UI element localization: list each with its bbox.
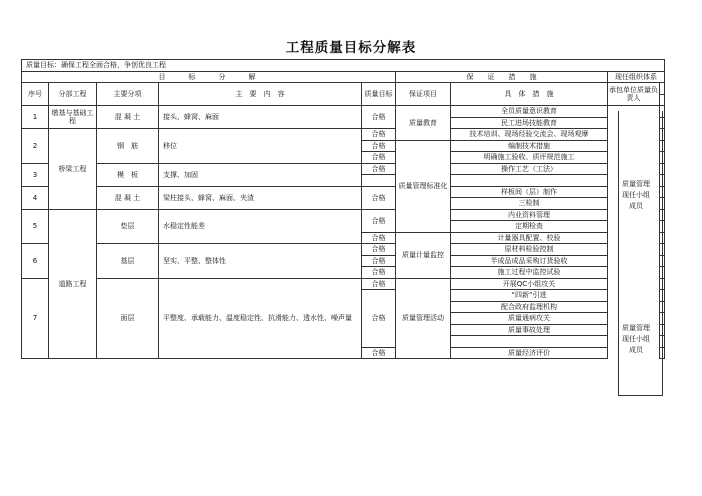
division-cell: 道路工程 <box>49 209 97 359</box>
measure-cell: 明确施工验收、质评规范施工 <box>451 152 608 164</box>
content-cell: 平整度、承载能力、温度稳定性、抗滑能力、透水性、噪声量 <box>159 278 362 359</box>
measure-cell: 技术培训、现场经验交流会、现场观摩 <box>451 129 608 141</box>
seq-cell: 5 <box>22 209 49 244</box>
subdivision-cell: 混 凝 土 <box>97 106 159 129</box>
content-cell: 移位 <box>159 129 362 164</box>
target-cell: 合格 <box>362 209 396 232</box>
target-cell: 合格 <box>362 278 396 290</box>
subdivision-cell: 钢 筋 <box>97 129 159 164</box>
seq-cell: 7 <box>22 278 49 359</box>
seq-cell: 6 <box>22 244 49 279</box>
page-title: 工程质量目标分解表 <box>285 40 417 56</box>
measure-cell: 编制技术措施 <box>451 140 608 152</box>
target-cell: 合格 <box>362 232 396 244</box>
measure-cell <box>451 175 608 187</box>
measure-cell: 半成品成品采购订货验收 <box>451 255 608 267</box>
content-cell: 梁柱接头、蜂窝、麻面、夹渣 <box>159 186 362 209</box>
target-cell: 合格 <box>362 152 396 164</box>
measure-cell: 施工过程中监控试验 <box>451 267 608 279</box>
target-cell: 合格 <box>362 255 396 267</box>
content-header: 主 要 内 容 <box>159 83 362 106</box>
target-cell: 合格 <box>362 106 396 129</box>
measure-cell: 操作工艺（工法） <box>451 163 608 175</box>
assurance-item-cell: 质量管理标准化 <box>396 140 451 232</box>
blank-cell <box>660 94 665 106</box>
division-cell: 墩基与基础工程 <box>49 106 97 129</box>
org-group-header: 现任组织体系 <box>608 71 665 83</box>
target-cell: 合格 <box>362 163 396 175</box>
seq-cell: 1 <box>22 106 49 129</box>
target-cell: 合格 <box>362 244 396 256</box>
measure-cell: 质量经济评价 <box>451 347 608 359</box>
target-cell <box>362 175 396 187</box>
seq-cell: 4 <box>22 186 49 209</box>
target-group-header: 目 标 分 解 <box>22 71 396 83</box>
measure-cell: 质量事故处理 <box>451 324 608 336</box>
measure-cell: 配合政府监理机构 <box>451 301 608 313</box>
target-cell: 合格 <box>362 347 396 359</box>
measure-cell: 质量通病攻关 <box>451 313 608 325</box>
assurance-item-cell: 质量管理活动 <box>396 278 451 359</box>
org-column-border <box>618 111 663 396</box>
division-cell: 桥梁工程 <box>49 129 97 210</box>
assurance-item-cell: 质量计量监控 <box>396 232 451 278</box>
content-cell: 坚实、平整、整体性 <box>159 244 362 279</box>
subdivision-cell: 面层 <box>97 278 159 359</box>
quality-goal-line: 质量目标：确保工程全面合格，争创优良工程 <box>22 60 665 72</box>
target-cell: 合格 <box>362 129 396 141</box>
target-cell: 合格 <box>362 140 396 152</box>
seq-header: 序号 <box>22 83 49 106</box>
measure-cell: “四新”引进 <box>451 290 608 302</box>
seq-cell: 2 <box>22 129 49 164</box>
assurance-item-header: 保证项目 <box>396 83 451 106</box>
measure-cell: 三检制 <box>451 198 608 210</box>
target-cell: 合格 <box>362 290 396 348</box>
measure-cell: 开展QC小组攻关 <box>451 278 608 290</box>
content-cell: 接头、蜂窝、麻面 <box>159 106 362 129</box>
measure-cell: 内业资料管理 <box>451 209 608 221</box>
seq-cell: 3 <box>22 163 49 186</box>
responsible-header: 承包单位质量负责人 <box>608 83 660 106</box>
content-cell: 水稳定性能差 <box>159 209 362 244</box>
measure-cell: 样板间（层）制作 <box>451 186 608 198</box>
measures-header: 具 体 措 施 <box>451 83 608 106</box>
measure-cell: 原材料检验控制 <box>451 244 608 256</box>
target-cell: 合格 <box>362 186 396 209</box>
measure-cell: 计量器具配置、校验 <box>451 232 608 244</box>
target-cell: 合格 <box>362 267 396 279</box>
quality-target-header: 质量目标 <box>362 83 396 106</box>
quality-target-table <box>21 59 665 359</box>
division-header: 分部工程 <box>49 83 97 106</box>
subdivision-cell: 模 板 <box>97 163 159 186</box>
subdivision-cell: 基层 <box>97 244 159 279</box>
org-group-label: 质量管理现任小组成员 <box>622 180 650 210</box>
measure-cell: 全员质量意识教育 <box>451 106 608 118</box>
measure-cell: 民工进场技能教育 <box>451 117 608 129</box>
assurance-group-header: 保 证 措 施 <box>396 71 608 83</box>
org-group-label: 质量管理现任小组成员 <box>622 324 650 354</box>
measure-cell: 定期检查 <box>451 221 608 233</box>
subdivision-header: 主要分项 <box>97 83 159 106</box>
subdivision-cell: 混 凝 土 <box>97 186 159 209</box>
blank-cell <box>660 83 665 95</box>
measure-cell <box>451 336 608 348</box>
content-cell: 支撑、加固 <box>159 163 362 186</box>
assurance-item-cell: 质量教育 <box>396 106 451 141</box>
subdivision-cell: 垫层 <box>97 209 159 244</box>
